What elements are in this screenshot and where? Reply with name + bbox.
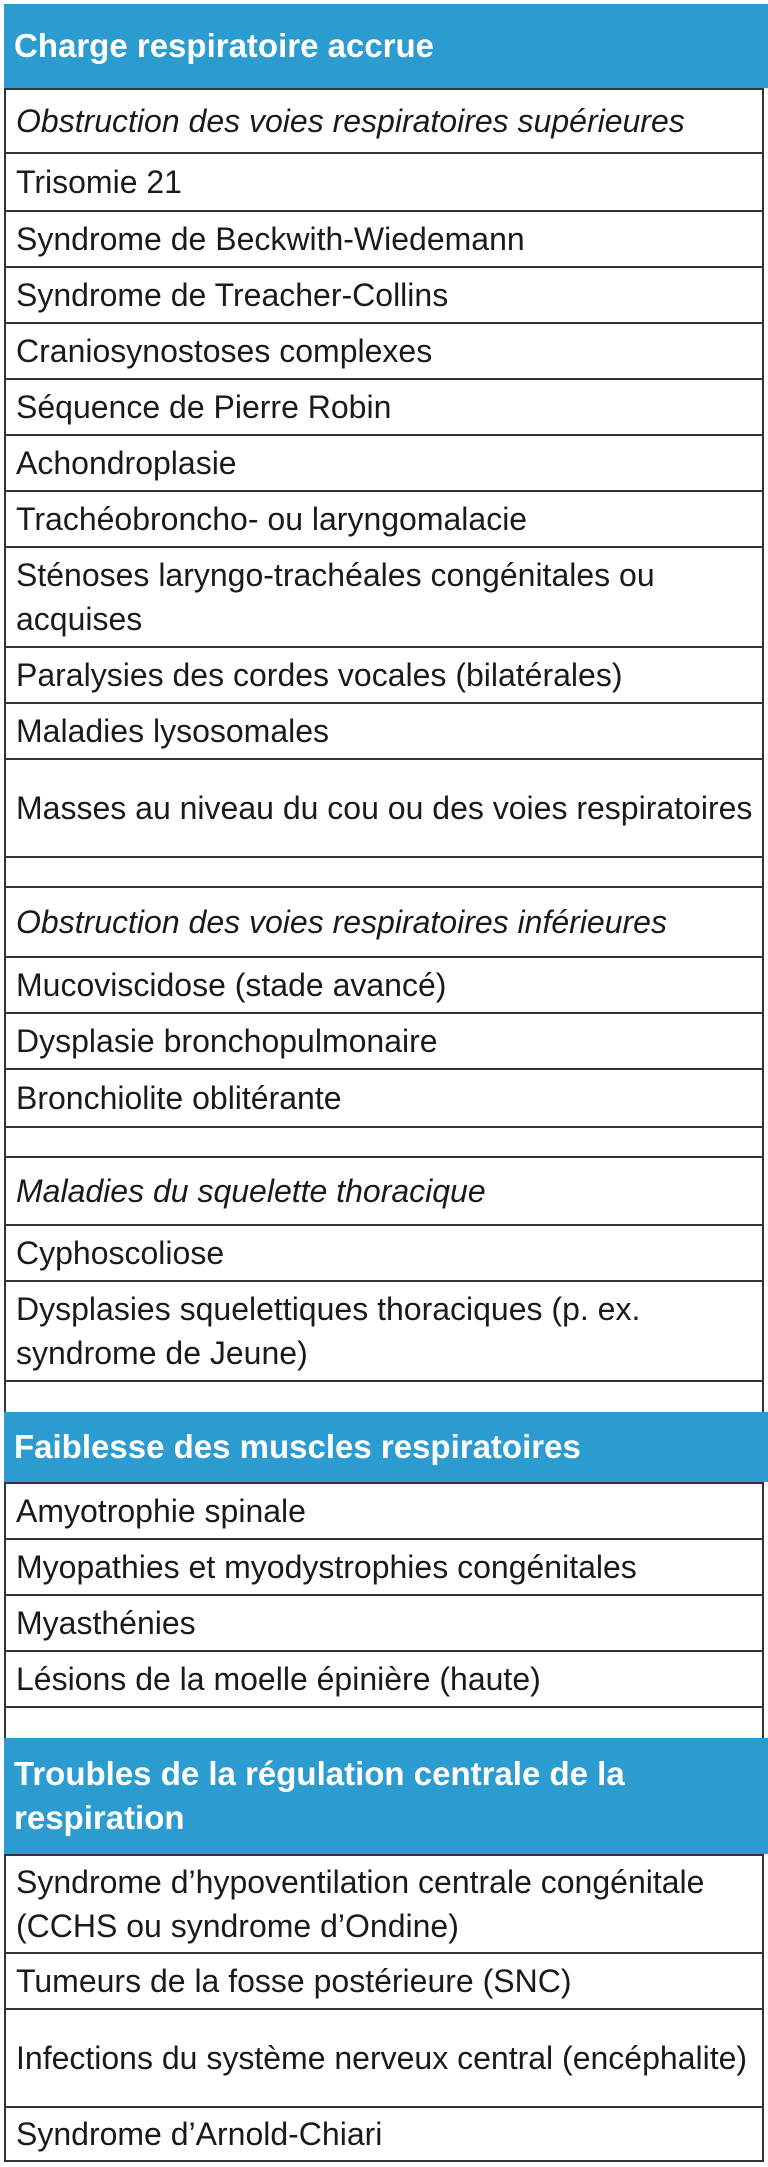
- list-item: Sténoses laryngo-trachéales congénitales ou acquises: [4, 548, 764, 648]
- list-item: Trachéobroncho- ou laryngomalacie: [4, 492, 764, 548]
- spacer-row: [4, 858, 764, 888]
- list-item: Myasthénies: [4, 1596, 764, 1652]
- list-item: Bronchiolite oblitérante: [4, 1070, 764, 1128]
- list-item: Mucoviscidose (stade avancé): [4, 958, 764, 1014]
- list-item: Maladies lysosomales: [4, 704, 764, 760]
- list-item: Syndrome d’hypoventilation centrale congénitale (CCHS ou syndrome d’Ondine): [4, 1854, 764, 1954]
- list-item: Masses au niveau du cou ou des voies respiratoires: [4, 760, 764, 858]
- list-item: Dysplasies squelettiques thoraciques (p. ex. syndrome de Jeune): [4, 1282, 764, 1382]
- list-item: Syndrome d’Arnold-Chiari: [4, 2108, 764, 2162]
- list-item: Myopathies et myodystrophies congénitales: [4, 1540, 764, 1596]
- list-item: Achondroplasie: [4, 436, 764, 492]
- list-item: Tumeurs de la fosse postérieure (SNC): [4, 1954, 764, 2010]
- subsection-title: Obstruction des voies respiratoires inférieures: [4, 888, 764, 958]
- list-item: Lésions de la moelle épinière (haute): [4, 1652, 764, 1708]
- list-item: Paralysies des cordes vocales (bilatérales): [4, 648, 764, 704]
- list-item: Syndrome de Beckwith-Wiedemann: [4, 212, 764, 268]
- subsection-title: Maladies du squelette thoracique: [4, 1158, 764, 1226]
- list-item: Craniosynostoses complexes: [4, 324, 764, 380]
- list-item: Amyotrophie spinale: [4, 1482, 764, 1540]
- list-item: Syndrome de Treacher-Collins: [4, 268, 764, 324]
- list-item: Infections du système nerveux central (encéphalite): [4, 2010, 764, 2108]
- section-heading: Charge respiratoire accrue: [4, 4, 768, 88]
- list-item: Séquence de Pierre Robin: [4, 380, 764, 436]
- spacer-row: [4, 1382, 764, 1412]
- subsection-title: Obstruction des voies respiratoires supérieures: [4, 88, 764, 154]
- list-item: Cyphoscoliose: [4, 1226, 764, 1282]
- list-item: Trisomie 21: [4, 154, 764, 212]
- spacer-row: [4, 1128, 764, 1158]
- section-heading: Faiblesse des muscles respiratoires: [4, 1412, 768, 1482]
- list-item: Dysplasie bronchopulmonaire: [4, 1014, 764, 1070]
- spacer-row: [4, 1708, 764, 1738]
- section-heading: Troubles de la régulation centrale de la respiration: [4, 1738, 768, 1854]
